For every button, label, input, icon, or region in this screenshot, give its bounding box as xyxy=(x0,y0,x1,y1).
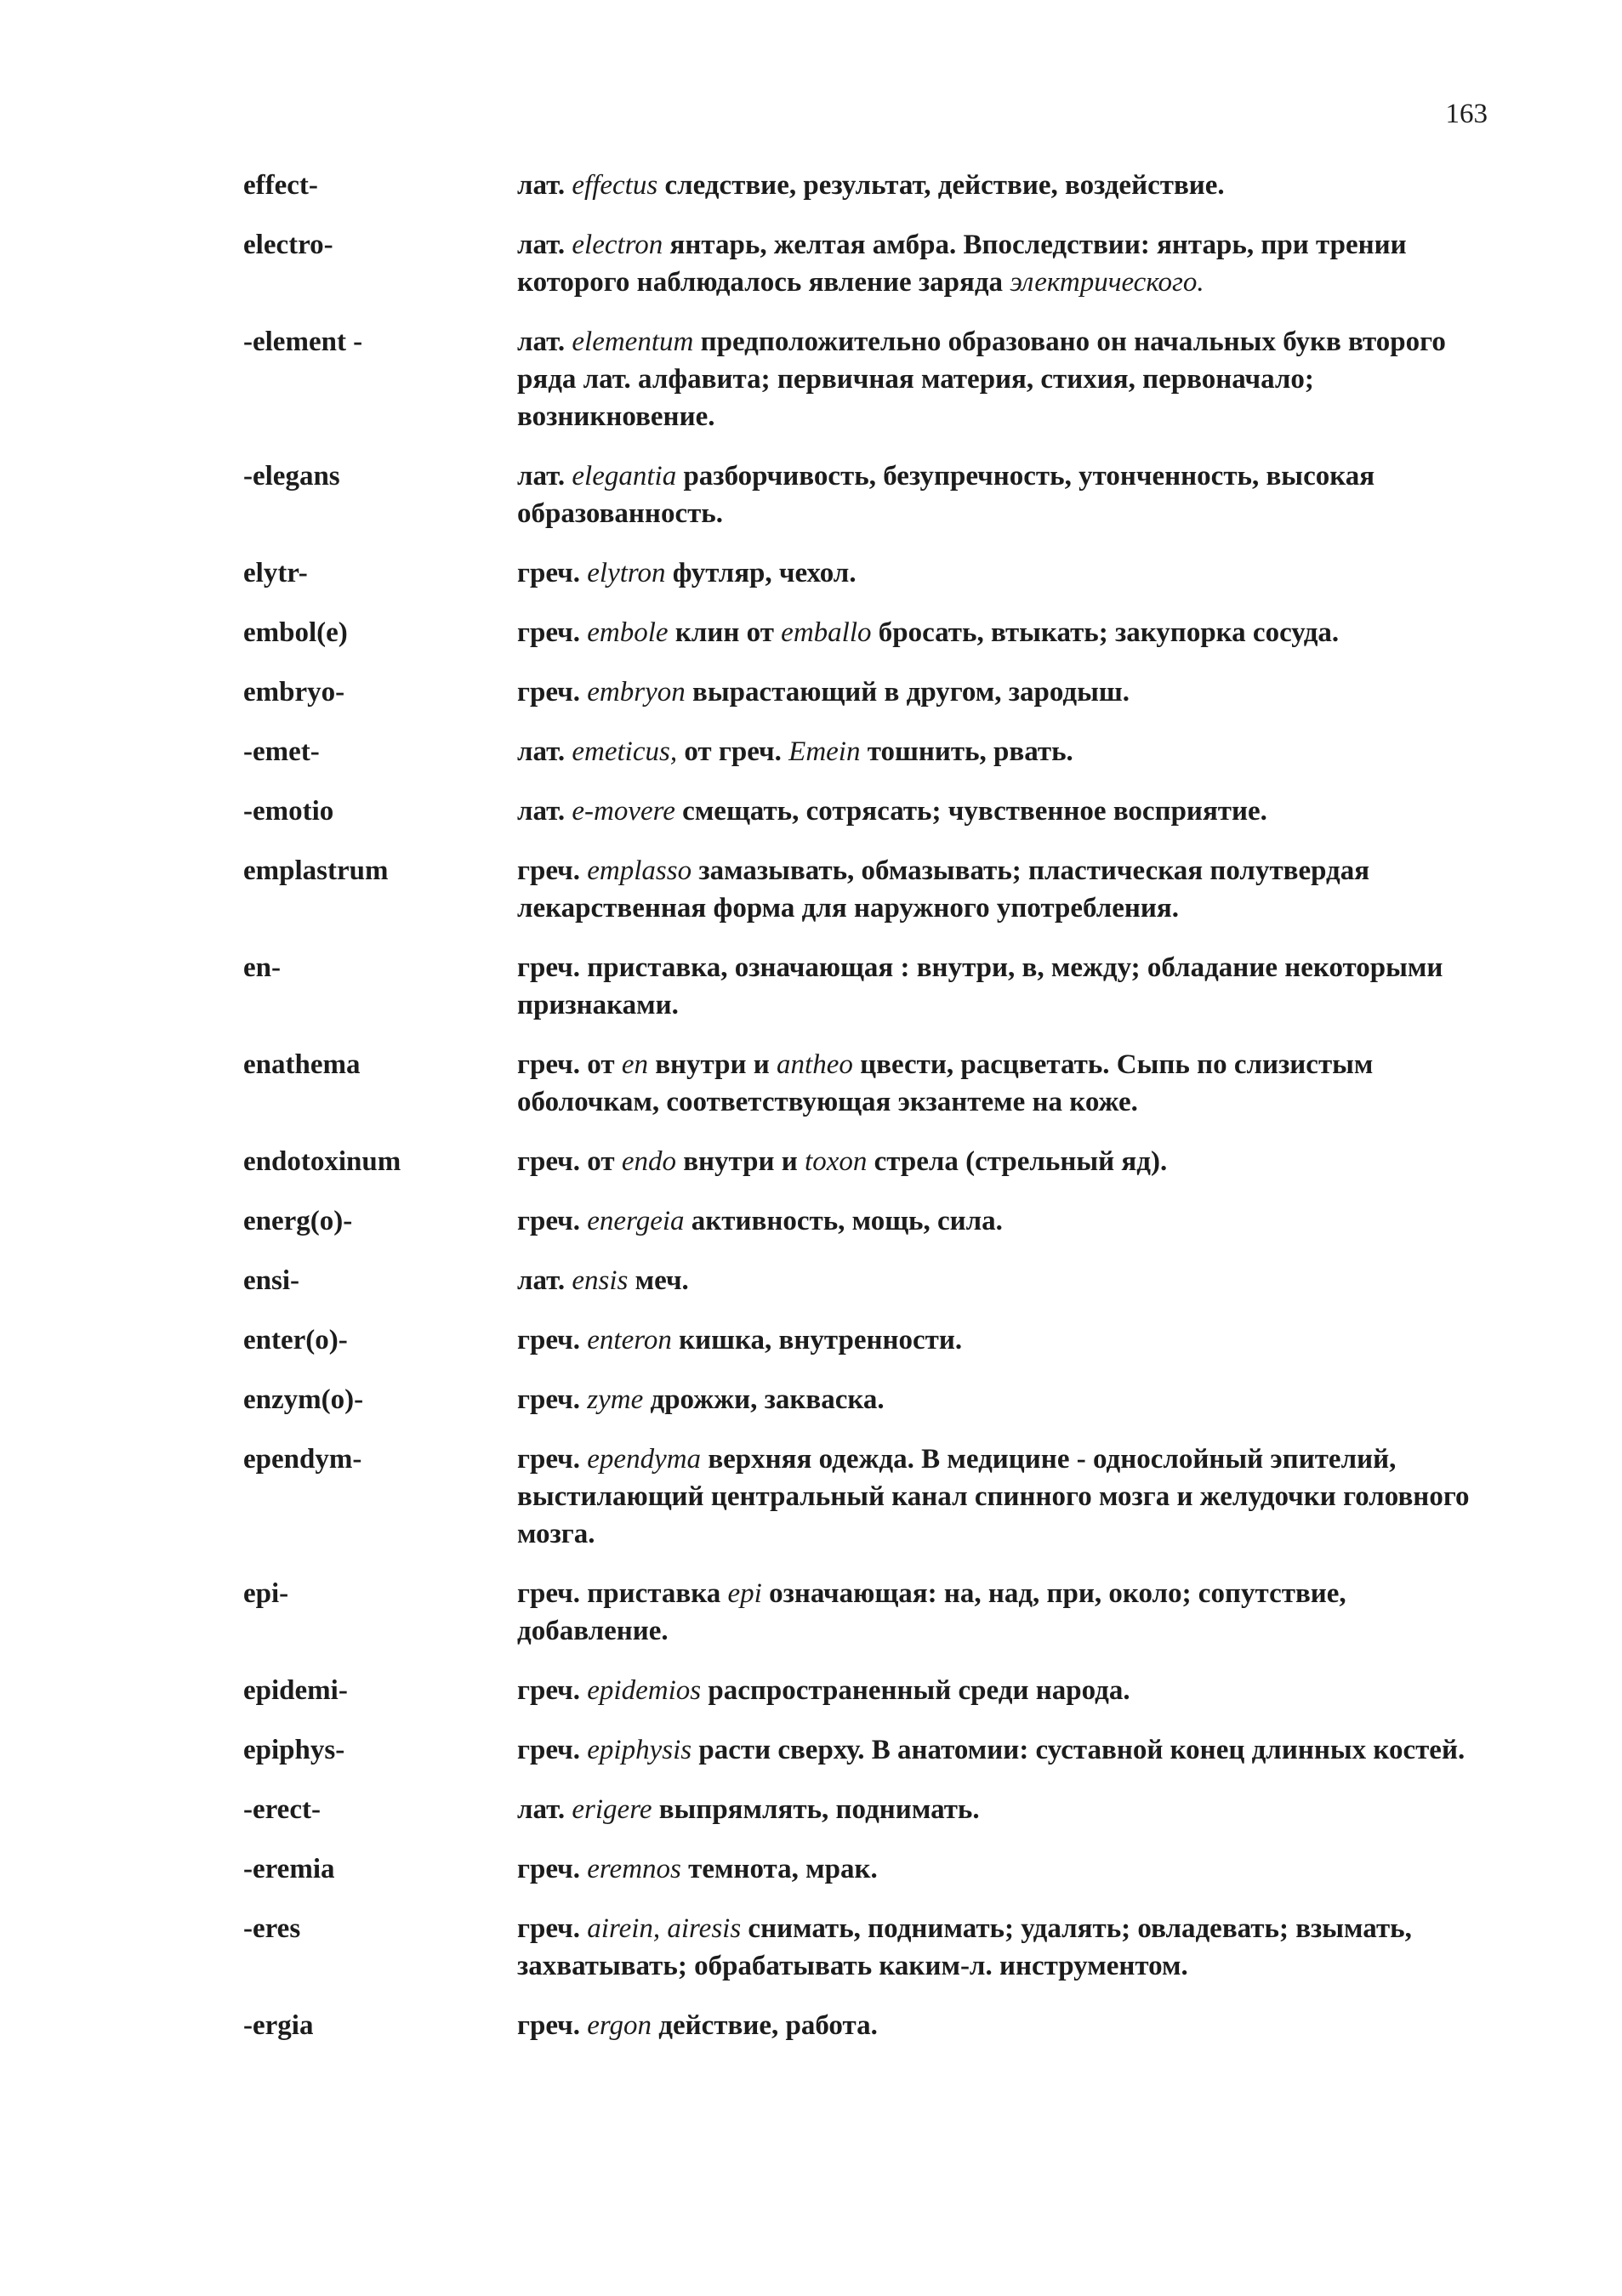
etymon-word: antheo xyxy=(777,1049,853,1080)
definition-text: лат. xyxy=(517,170,572,201)
definition-text: дрожжи, закваска. xyxy=(643,1384,885,1415)
definition-text: расти сверху. В анатомии: суставной конец длинных костей. xyxy=(691,1735,1465,1765)
etymon-word: elementum xyxy=(572,327,694,357)
entry-term: elytr- xyxy=(243,558,308,588)
etymon-word: электрического. xyxy=(1010,267,1204,298)
etymon-word: electron xyxy=(572,230,663,260)
entry-definition xyxy=(517,949,1494,1024)
dictionary-entry xyxy=(243,949,1494,1024)
entry-definition xyxy=(517,1910,1494,1985)
etymon-word: Emein xyxy=(788,736,861,767)
entry-definition xyxy=(517,614,1494,651)
entry-definition xyxy=(517,1850,1494,1888)
entry-definition xyxy=(517,793,1494,830)
etymon-word: airein, airesis xyxy=(587,1913,742,1944)
dictionary-entry xyxy=(243,167,1494,204)
definition-text: замазывать, обмазывать; пластическая полутвердая лекарственная форма для наружного употребления. xyxy=(517,855,1370,924)
entry-term: electro- xyxy=(243,230,333,260)
etymon-word: epiphysis xyxy=(587,1735,692,1765)
definition-text: бросать, втыкать; закупорка сосуда. xyxy=(871,617,1340,648)
definition-text: греч. xyxy=(517,1444,588,1475)
entry-definition xyxy=(517,1143,1494,1180)
definition-text: внутри и xyxy=(675,1146,805,1177)
definition-text: клин от xyxy=(668,617,782,648)
definition-text: греч. xyxy=(517,1854,588,1884)
etymon-word: elytron xyxy=(587,558,666,588)
definition-text: следствие, результат, действие, воздействие. xyxy=(657,170,1225,201)
dictionary-entry xyxy=(243,1321,1494,1359)
definition-text: греч. xyxy=(517,1206,588,1236)
dictionary-entry xyxy=(243,226,1494,301)
entry-term: -emet- xyxy=(243,736,320,767)
definition-text: греч. xyxy=(517,1384,588,1415)
entry-term: embryo- xyxy=(243,677,345,708)
entry-term: -ergia xyxy=(243,2010,314,2041)
etymon-word: epi xyxy=(727,1578,762,1609)
definition-text: греч. от xyxy=(517,1049,622,1080)
entry-definition xyxy=(517,1791,1494,1828)
entry-term: emplastrum xyxy=(243,855,389,886)
definition-text: вырастающий в другом, зародыш. xyxy=(685,677,1130,708)
entry-definition xyxy=(517,733,1494,770)
definition-text: разборчивость, безупречность, утонченность, высокая образованность. xyxy=(517,461,1375,529)
definition-text: лат. xyxy=(517,1265,572,1296)
etymon-word: zyme xyxy=(587,1384,644,1415)
definition-text: лат. xyxy=(517,1794,572,1825)
definition-text: означающая: на, над, при, около; сопутствие, добавление. xyxy=(517,1578,1346,1646)
entry-term: ensi- xyxy=(243,1265,299,1296)
etymon-word: embryon xyxy=(587,677,686,708)
dictionary-entry xyxy=(243,614,1494,651)
etymon-word: epidemios xyxy=(587,1675,702,1706)
definition-text: греч. приставка, означающая : внутри, в, между; обладание некоторыми признаками. xyxy=(517,952,1443,1020)
definition-text: греч. xyxy=(517,1675,588,1706)
dictionary-entry xyxy=(243,554,1494,592)
entry-definition xyxy=(517,1046,1494,1121)
entry-term: en- xyxy=(243,952,281,983)
entry-definition xyxy=(517,1202,1494,1240)
dictionary-entry xyxy=(243,1791,1494,1828)
etymon-word: erigere xyxy=(572,1794,652,1825)
dictionary-entry xyxy=(243,323,1494,435)
dictionary-entry xyxy=(243,1441,1494,1553)
definition-text: предположительно образовано он начальных букв второго ряда лат. алфавита; первичная материя, стихия, первоначало; возникновение. xyxy=(517,327,1446,432)
entry-definition xyxy=(517,323,1494,435)
entry-term: enathema xyxy=(243,1049,361,1080)
etymon-word: elegantia xyxy=(572,461,677,492)
definition-text: стрела (стрельный яд). xyxy=(867,1146,1168,1177)
dictionary-entry xyxy=(243,457,1494,532)
definition-text: греч. xyxy=(517,1913,588,1944)
definition-text: янтарь, желтая амбра. Впоследствии: янтарь, при трении которого наблюдалось явление заряда xyxy=(517,230,1407,298)
definition-text: верхняя одежда. В медицине - однослойный эпителий, выстилающий центральный канал спинного мозга и желудочки головного мозга. xyxy=(517,1444,1470,1549)
definition-text: меч. xyxy=(628,1265,689,1296)
dictionary-entry xyxy=(243,1850,1494,1888)
definition-text: лат. xyxy=(517,796,572,827)
entry-term: -eres xyxy=(243,1913,301,1944)
definition-text: греч. от xyxy=(517,1146,622,1177)
entry-term: epiphys- xyxy=(243,1735,345,1765)
entry-definition xyxy=(517,554,1494,592)
entry-term: enzym(o)- xyxy=(243,1384,364,1415)
definition-text: лат. xyxy=(517,230,572,260)
dictionary-entry xyxy=(243,2007,1494,2044)
definition-text: греч. xyxy=(517,617,588,648)
entry-definition xyxy=(517,1731,1494,1769)
etymon-word: enteron xyxy=(587,1325,672,1355)
dictionary-entry xyxy=(243,1672,1494,1709)
etymon-word: ensis xyxy=(572,1265,629,1296)
dictionary-entries xyxy=(243,167,1494,2066)
entry-term: epidemi- xyxy=(243,1675,348,1706)
entry-term: -elegans xyxy=(243,461,340,492)
dictionary-entry xyxy=(243,1143,1494,1180)
dictionary-entry xyxy=(243,1910,1494,1985)
definition-text: лат. xyxy=(517,327,572,357)
etymon-word: embole xyxy=(587,617,669,648)
entry-definition xyxy=(517,1321,1494,1359)
definition-text: снимать, поднимать; удалять; овладевать; взымать, захватывать; обрабатывать каким-л. инструментом. xyxy=(517,1913,1412,1981)
etymon-word: ergon xyxy=(587,2010,652,2041)
definition-text: греч. приставка xyxy=(517,1578,728,1609)
definition-text: футляр, чехол. xyxy=(665,558,857,588)
entry-definition xyxy=(517,2007,1494,2044)
entry-term: endotoxinum xyxy=(243,1146,401,1177)
entry-term: epi- xyxy=(243,1578,289,1609)
dictionary-entry xyxy=(243,1575,1494,1650)
definition-text: распространенный среди народа. xyxy=(701,1675,1130,1706)
definition-text: кишка, внутренности. xyxy=(671,1325,963,1355)
etymon-word: eremnos xyxy=(587,1854,681,1884)
entry-definition xyxy=(517,673,1494,711)
definition-text: цвести, расцветать. Сыпь по слизистым оболочкам, соответствующая экзантеме на коже. xyxy=(517,1049,1374,1117)
entry-definition xyxy=(517,1262,1494,1299)
entry-term: enter(o)- xyxy=(243,1325,348,1355)
definition-text: лат. xyxy=(517,461,572,492)
dictionary-entry xyxy=(243,673,1494,711)
definition-text: греч. xyxy=(517,677,588,708)
page-number: 163 xyxy=(1445,99,1488,129)
entry-definition xyxy=(517,1381,1494,1418)
definition-text: греч. xyxy=(517,855,588,886)
definition-text: греч. xyxy=(517,1325,588,1355)
etymon-word: toxon xyxy=(805,1146,868,1177)
entry-definition xyxy=(517,167,1494,204)
definition-text: греч. xyxy=(517,558,588,588)
entry-definition xyxy=(517,852,1494,927)
etymon-word: emballo xyxy=(781,617,872,648)
entry-term: embol(e) xyxy=(243,617,348,648)
definition-text: смещать, сотрясать; чувственное восприятие. xyxy=(674,796,1267,827)
dictionary-entry xyxy=(243,1731,1494,1769)
entry-term: -erect- xyxy=(243,1794,321,1825)
entry-definition xyxy=(517,1441,1494,1553)
definition-text: от греч. xyxy=(677,736,789,767)
definition-text: внутри и xyxy=(647,1049,777,1080)
dictionary-entry xyxy=(243,793,1494,830)
dictionary-entry xyxy=(243,1202,1494,1240)
dictionary-entry xyxy=(243,852,1494,927)
entry-definition xyxy=(517,1672,1494,1709)
entry-definition xyxy=(517,457,1494,532)
etymon-word: en xyxy=(621,1049,648,1080)
entry-definition xyxy=(517,1575,1494,1650)
definition-text: выпрямлять, поднимать. xyxy=(652,1794,980,1825)
entry-term: effect- xyxy=(243,170,318,201)
etymon-word: energeia xyxy=(587,1206,685,1236)
etymon-word: effectus xyxy=(572,170,658,201)
entry-term: -element - xyxy=(243,327,363,357)
entry-term: -emotio xyxy=(243,796,334,827)
entry-definition xyxy=(517,226,1494,301)
entry-term: ependym- xyxy=(243,1444,362,1475)
dictionary-entry xyxy=(243,1046,1494,1121)
etymon-word: ependyma xyxy=(587,1444,702,1475)
entry-term: energ(o)- xyxy=(243,1206,353,1236)
etymon-word: endo xyxy=(621,1146,676,1177)
dictionary-entry xyxy=(243,1381,1494,1418)
definition-text: лат. xyxy=(517,736,572,767)
entry-term: -eremia xyxy=(243,1854,335,1884)
etymon-word: emplasso xyxy=(587,855,692,886)
definition-text: активность, мощь, сила. xyxy=(684,1206,1003,1236)
definition-text: тошнить, рвать. xyxy=(860,736,1073,767)
etymon-word: emeticus, xyxy=(572,736,678,767)
definition-text: греч. xyxy=(517,1735,588,1765)
etymon-word: e-movere xyxy=(572,796,675,827)
definition-text: темнота, мрак. xyxy=(680,1854,878,1884)
definition-text: действие, работа. xyxy=(652,2010,878,2041)
definition-text: греч. xyxy=(517,2010,588,2041)
dictionary-entry xyxy=(243,733,1494,770)
dictionary-entry xyxy=(243,1262,1494,1299)
